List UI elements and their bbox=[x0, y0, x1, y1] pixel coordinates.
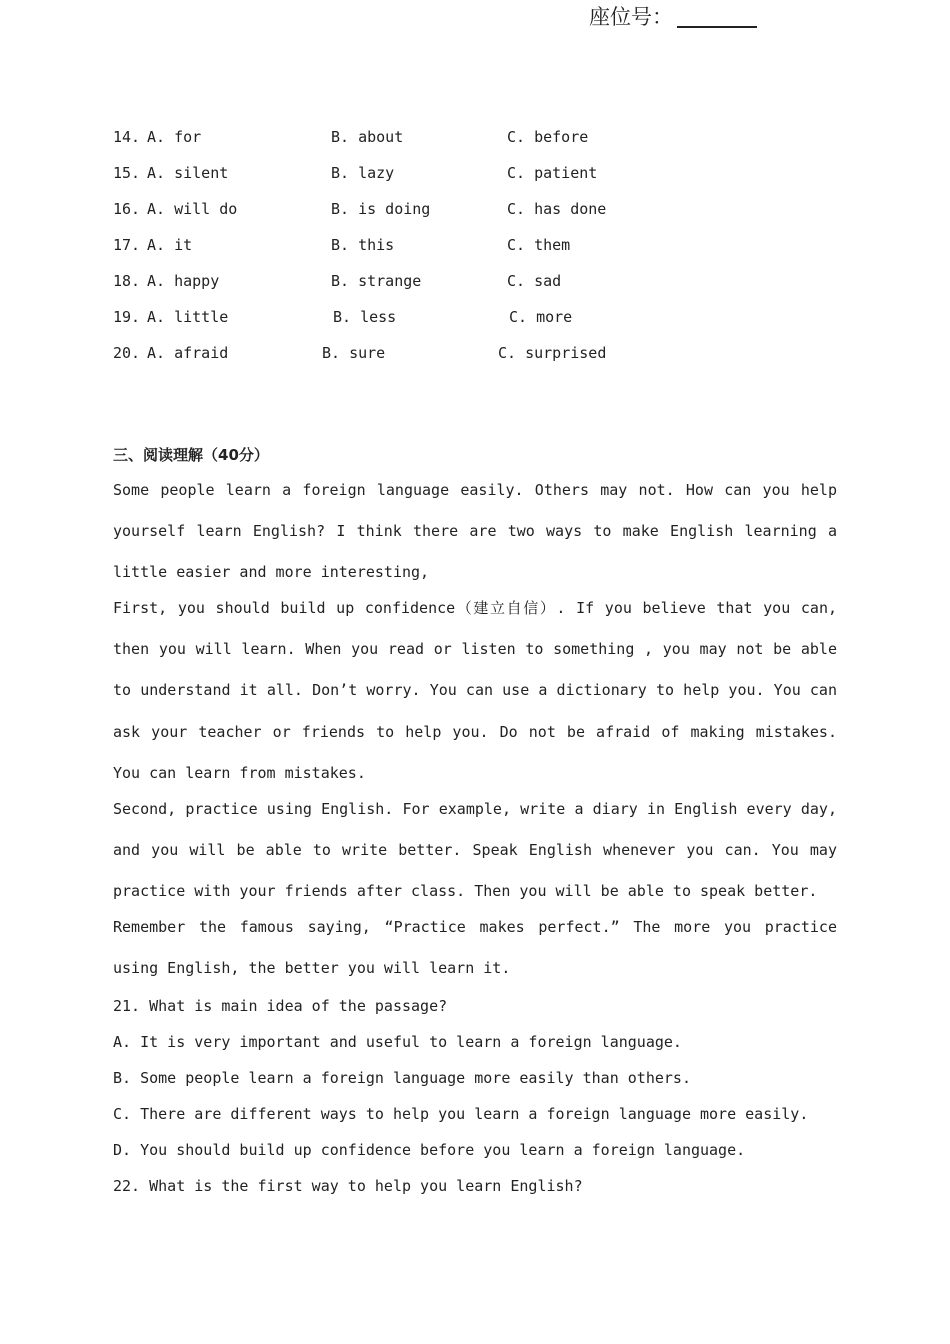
option-c: C. more bbox=[509, 308, 573, 326]
option-c: C. surprised bbox=[498, 344, 607, 362]
question-number: 19. bbox=[113, 308, 141, 326]
question-number: 18. bbox=[113, 272, 141, 290]
option-row-15 bbox=[0, 161, 950, 185]
option-row-19 bbox=[0, 305, 950, 329]
option-b: B. strange bbox=[331, 272, 422, 290]
option-row-17 bbox=[0, 233, 950, 257]
option-c: C. has done bbox=[507, 200, 607, 218]
option-row-20 bbox=[0, 341, 950, 365]
question-21-option-c: C. There are different ways to help you learn a foreign language more easily. bbox=[113, 1105, 809, 1123]
passage-paragraph-4: Remember the famous saying, “Practice makes perfect.” The more you practice using English, the better you will learn it. bbox=[113, 918, 837, 978]
option-a: A. silent bbox=[147, 164, 229, 182]
option-row-16 bbox=[0, 197, 950, 221]
option-b: B. this bbox=[331, 236, 395, 254]
question-21-option-b: B. Some people learn a foreign language more easily than others. bbox=[113, 1069, 691, 1087]
option-b: B. sure bbox=[322, 344, 386, 362]
option-a: A. for bbox=[147, 128, 202, 146]
option-b: B. lazy bbox=[331, 164, 395, 182]
option-b: B. is doing bbox=[331, 200, 431, 218]
option-c: C. them bbox=[507, 236, 571, 254]
passage-paragraph-1: Some people learn a foreign language easily. Others may not. How can you help yourself learn English? I think there are two ways to make English learning a little easier and more interesting, bbox=[113, 481, 837, 582]
option-row-18 bbox=[0, 269, 950, 293]
seat-number-field bbox=[589, 2, 757, 32]
question-number: 20. bbox=[113, 344, 141, 362]
option-c: C. before bbox=[507, 128, 589, 146]
passage-paragraph-3: Second, practice using English. For example, write a diary in English every day, and you will be able to write better. Speak English whenever you can. You may practice with your friends after class. Then you will be able to speak better. bbox=[113, 800, 837, 901]
section-title: 三、阅读理解（40分） bbox=[113, 446, 269, 464]
option-b: B. less bbox=[333, 308, 397, 326]
question-21-option-d: D. You should build up confidence before you learn a foreign language. bbox=[113, 1141, 746, 1159]
question-21: 21. What is main idea of the passage? bbox=[113, 997, 448, 1015]
option-b: B. about bbox=[331, 128, 404, 146]
question-21-option-a: A. It is very important and useful to learn a foreign language. bbox=[113, 1033, 682, 1051]
option-c: C. sad bbox=[507, 272, 562, 290]
question-22: 22. What is the first way to help you learn English? bbox=[113, 1177, 583, 1195]
question-number: 17. bbox=[113, 236, 141, 254]
option-a: A. little bbox=[147, 308, 229, 326]
seat-number-blank[interactable] bbox=[677, 4, 757, 28]
option-c: C. patient bbox=[507, 164, 598, 182]
option-a: A. will do bbox=[147, 200, 238, 218]
question-number: 16. bbox=[113, 200, 141, 218]
option-a: A. it bbox=[147, 236, 193, 254]
option-a: A. afraid bbox=[147, 344, 229, 362]
passage-paragraph-2: First, you should build up confidence（建立自信）. If you believe that you can, then you will learn. When you read or listen to something , you may not be able to understand it all. Don’t worry. You can use a dictionary to help you. You can ask your teacher or friends to help you. Do not be afraid of making mistakes. You can learn from mistakes. bbox=[113, 599, 837, 782]
question-number: 15. bbox=[113, 164, 141, 182]
question-number: 14. bbox=[113, 128, 141, 146]
option-a: A. happy bbox=[147, 272, 220, 290]
option-row-14 bbox=[0, 125, 950, 149]
seat-number-label: 座位号： bbox=[589, 5, 673, 29]
